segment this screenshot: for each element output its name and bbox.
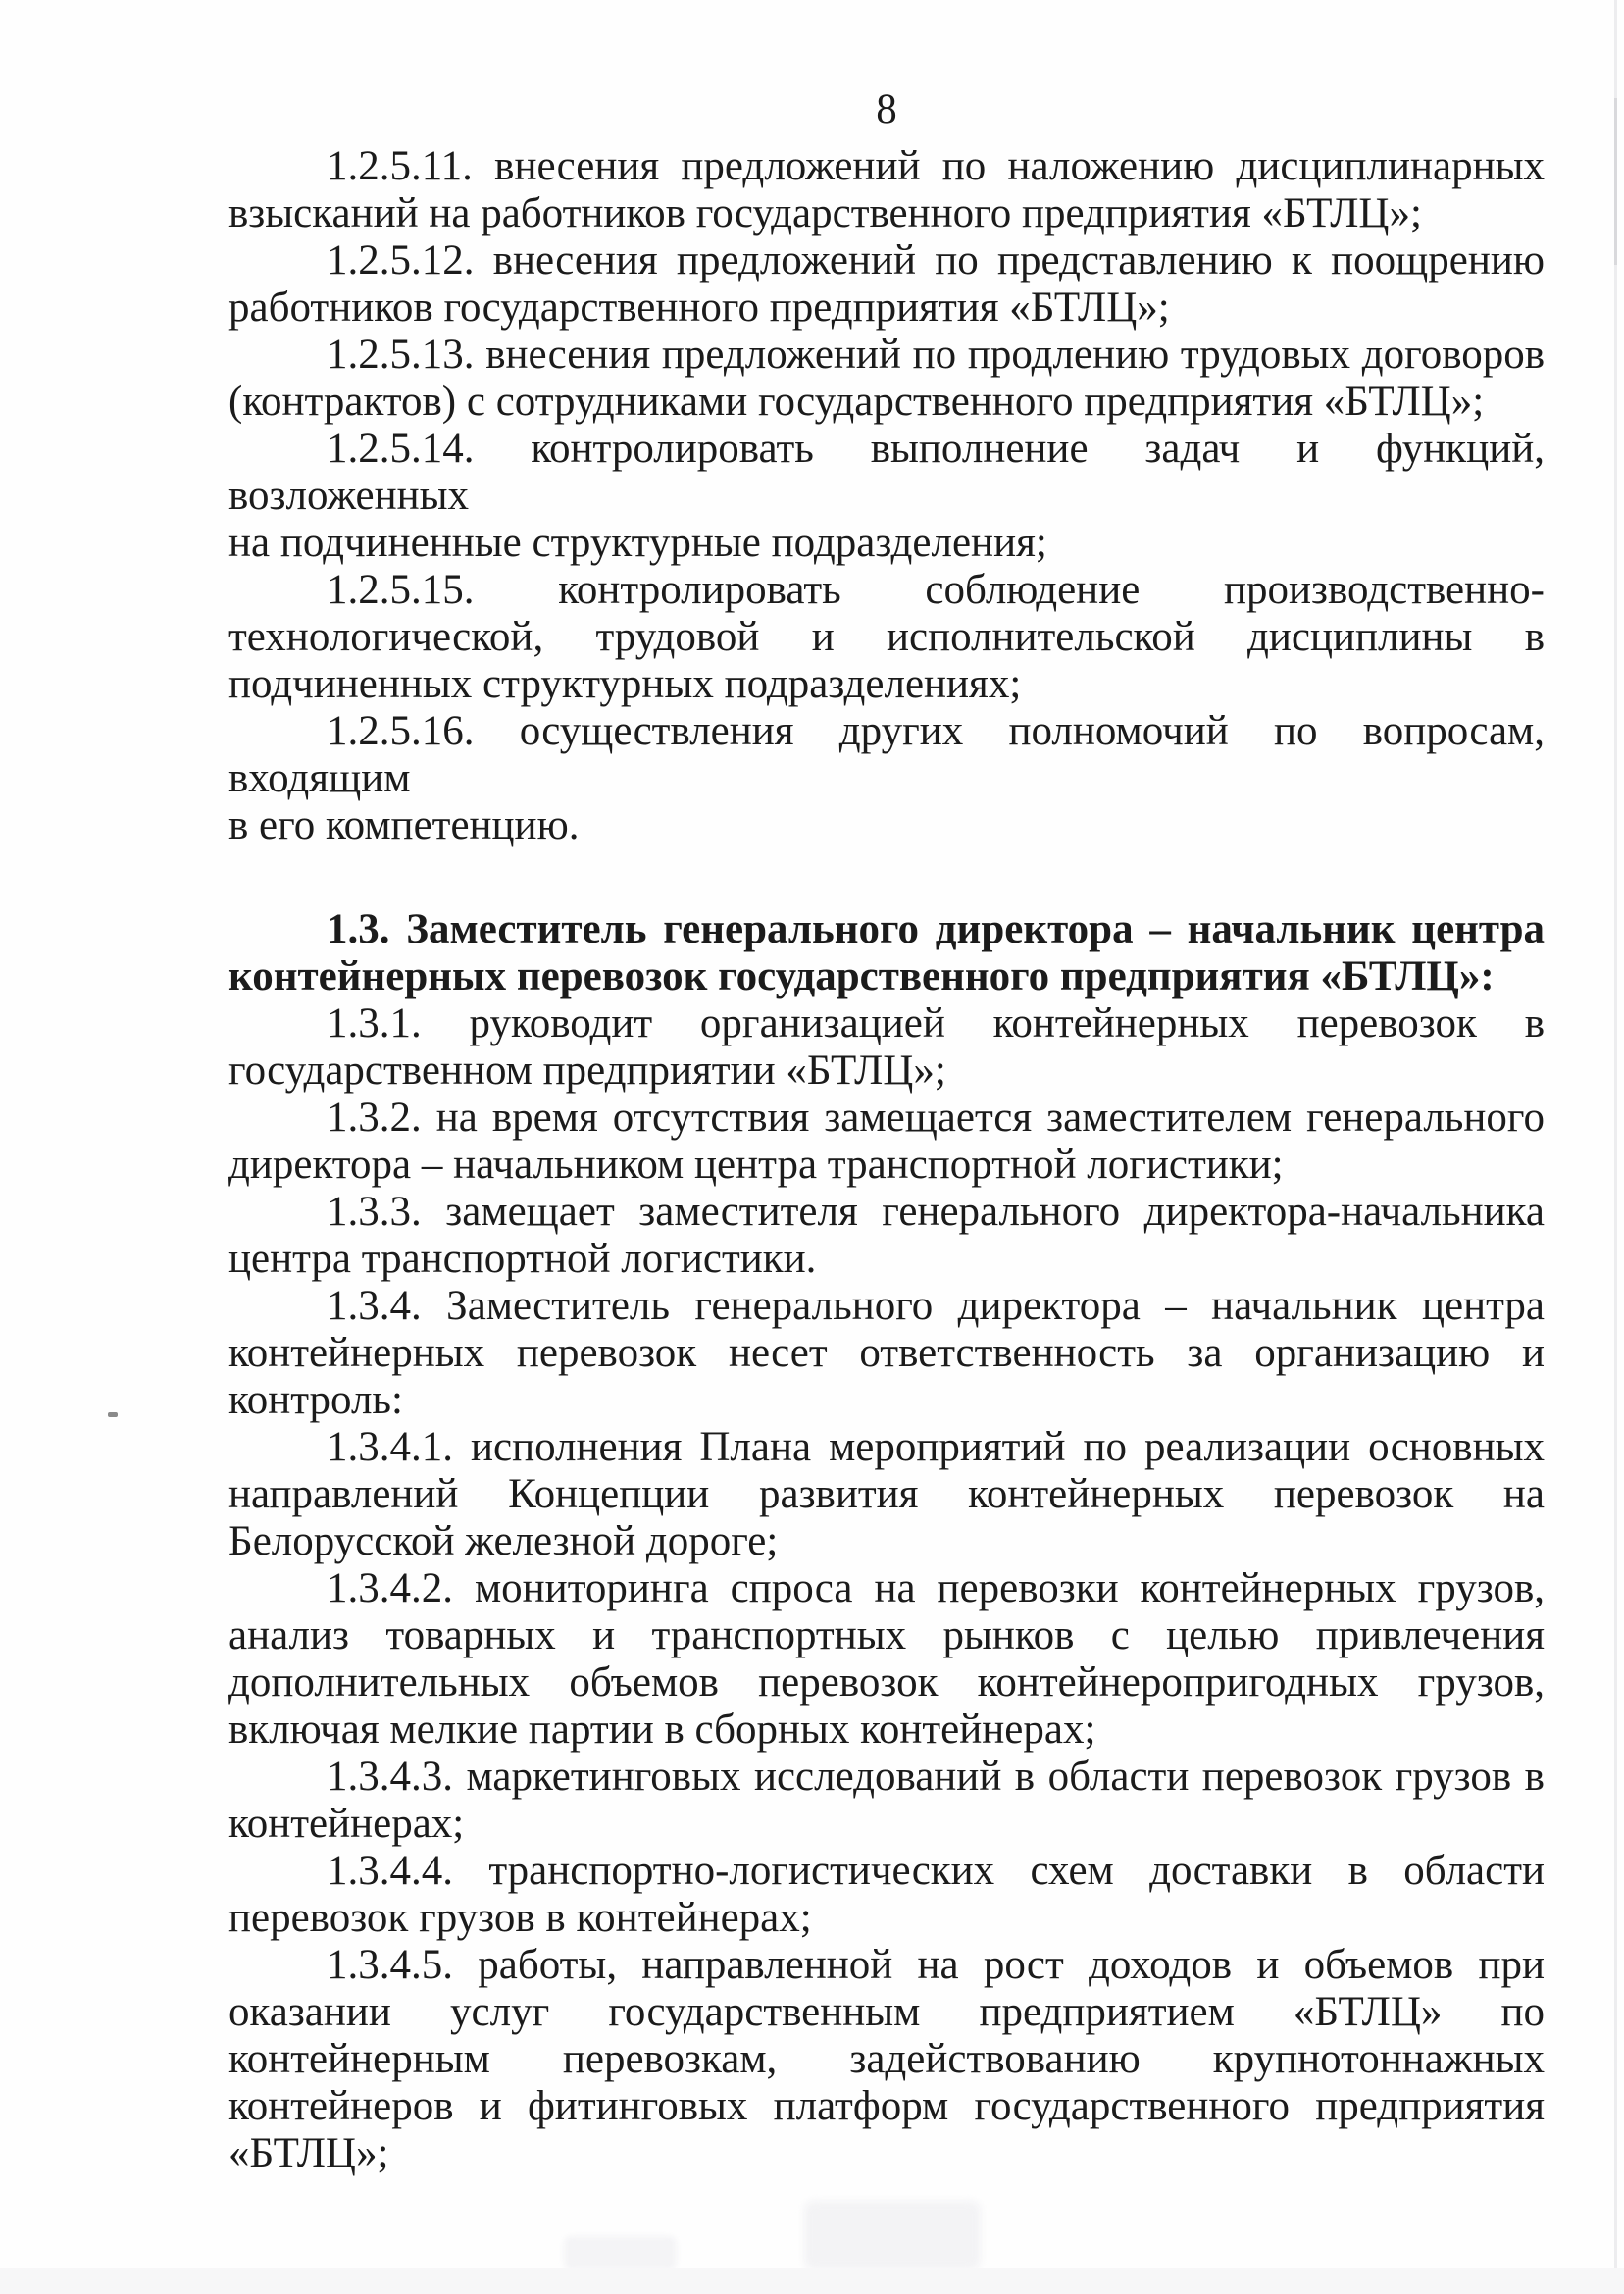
text-line: 1.3.4.3. маркетинговых исследований в области перевозок грузов в (327, 1754, 1545, 1800)
document-body (228, 143, 1545, 2177)
text-line: подчиненных структурных подразделениях; (228, 661, 1022, 707)
scan-smudge (564, 2236, 677, 2269)
scan-speck (108, 1412, 118, 1417)
text-line: 1.2.5.14. контролировать выполнение задач и функций, возложенных (228, 426, 1545, 519)
text-line: контроль: (228, 1377, 403, 1423)
text-line: на подчиненные структурные подразделения; (228, 520, 1047, 566)
paragraph (228, 143, 1545, 237)
text-line: оказании услуг государственным предприятием «БТЛЦ» по (228, 1989, 1545, 2035)
text-line: центра транспортной логистики. (228, 1236, 817, 1282)
text-line: 1.2.5.13. внесения предложений по продлению трудовых договоров (327, 331, 1545, 378)
text-line: контейнерным перевозкам, задействованию крупнотоннажных (228, 2036, 1545, 2082)
text-line: 1.3.1. руководит организацией контейнерных перевозок в (327, 1000, 1545, 1046)
text-line: контейнерных перевозок несет ответственность за организацию и (228, 1330, 1545, 1376)
text-line: 1.3.3. замещает заместителя генерального директора-начальника (327, 1189, 1545, 1235)
text-line: 1.3.4.1. исполнения Плана мероприятий по реализации основных (327, 1424, 1545, 1470)
text-line: в его компетенцию. (228, 802, 580, 848)
paragraph (228, 1565, 1545, 1754)
paragraph (228, 1000, 1545, 1095)
text-line: директора – начальником центра транспортной логистики; (228, 1142, 1284, 1188)
paragraph (228, 1754, 1545, 1848)
text-line: технологической, трудовой и исполнительской дисциплины в (228, 614, 1545, 660)
text-line: 1.3.4. Заместитель генерального директора – начальник центра (327, 1283, 1545, 1329)
text-line: «БТЛЦ»; (228, 2130, 389, 2176)
page-number: 8 (876, 86, 897, 132)
paragraph (228, 1095, 1545, 1189)
section-heading (228, 906, 1545, 1000)
paragraph (228, 331, 1545, 426)
text-line: работников государственного предприятия «БТЛЦ»; (228, 284, 1170, 331)
text-line: 1.2.5.15. контролировать соблюдение производственно- (327, 567, 1545, 613)
text-line: направлений Концепции развития контейнерных перевозок на (228, 1471, 1545, 1517)
text-line: (контрактов) с сотрудниками государственного предприятия «БТЛЦ»; (228, 379, 1485, 425)
paragraph (228, 1189, 1545, 1283)
text-line: перевозок грузов в контейнерах; (228, 1895, 812, 1941)
scan-bottom-strip (0, 2268, 1624, 2294)
text-line: 1.2.5.11. внесения предложений по наложению дисциплинарных (327, 143, 1545, 189)
paragraph (228, 426, 1545, 567)
paragraph (228, 237, 1545, 331)
text-line: 1.2.5.12. внесения предложений по представлению к поощрению (327, 237, 1545, 283)
text-line: анализ товарных и транспортных рынков с целью привлечения (228, 1612, 1545, 1658)
text-line: 1.3.4.2. мониторинга спроса на перевозки контейнерных грузов, (327, 1565, 1545, 1611)
text-line: дополнительных объемов перевозок контейнеропригодных грузов, (228, 1659, 1545, 1706)
text-line: включая мелкие партии в сборных контейнерах; (228, 1707, 1096, 1753)
text-line: контейнерах; (228, 1801, 465, 1847)
text-line: государственном предприятии «БТЛЦ»; (228, 1047, 946, 1094)
text-line: взысканий на работников государственного предприятия «БТЛЦ»; (228, 190, 1422, 236)
scan-edge-line-dark (1614, 98, 1617, 265)
text-line: 1.3.4.4. транспортно-логистических схем доставки в области (327, 1848, 1545, 1894)
scan-smudge (804, 2201, 981, 2269)
paragraph (228, 1848, 1545, 1942)
text-line: Белорусской железной дороге; (228, 1518, 779, 1564)
text-line: 1.3.4.5. работы, направленной на рост доходов и объемов при (327, 1942, 1545, 1988)
text-line: контейнеров и фитинговых платформ государственного предприятия (228, 2083, 1545, 2129)
paragraph (228, 567, 1545, 708)
paragraph (228, 708, 1545, 849)
paragraph (228, 1424, 1545, 1565)
text-line: 1.3.2. на время отсутствия замещается заместителем генерального (327, 1095, 1545, 1141)
scan-edge-line (1614, 0, 1617, 2294)
paragraph (228, 1283, 1545, 1424)
text-line: контейнерных перевозок государственного предприятия «БТЛЦ»: (228, 953, 1495, 999)
text-line: 1.3. Заместитель генерального директора – начальник центра (327, 906, 1545, 952)
text-line: 1.2.5.16. осуществления других полномочий по вопросам, входящим (228, 708, 1545, 801)
paragraph (228, 1942, 1545, 2177)
